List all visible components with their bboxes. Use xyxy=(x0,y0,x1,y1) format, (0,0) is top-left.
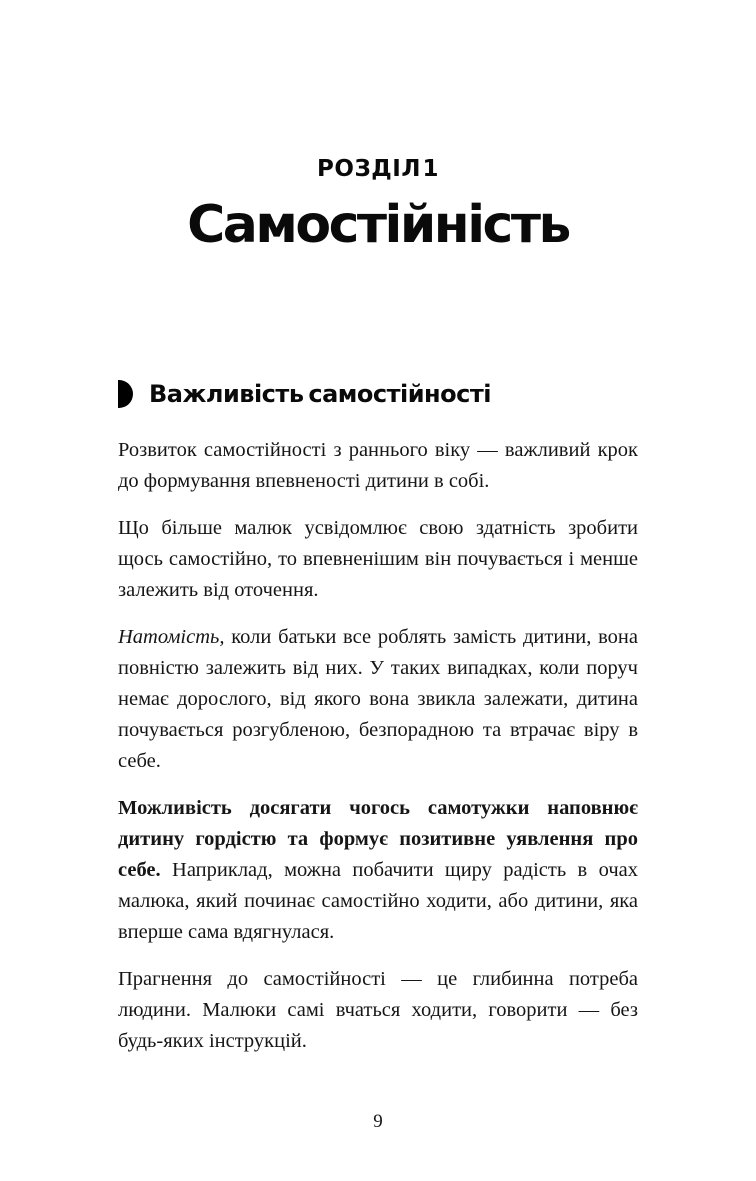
page-number: 9 xyxy=(373,1111,383,1132)
paragraph-text: Наприклад, можна побачити щиру радість в очах малюка, який починає самостійно ходити, або дитини, яка вперше сама вдягнулася. xyxy=(118,859,638,943)
paragraph xyxy=(118,622,638,777)
chapter-label: РОЗДІЛ 1 xyxy=(317,156,439,182)
section-heading xyxy=(118,379,638,409)
paragraph-text: коли батьки все роблять замість дитини, вона повністю залежить від них. У таких випадках, коли поруч немає дорослого, від якого вона звикла залежати, дитина почувається розгубленою, безпорадною та втрачає віру в себе. xyxy=(118,626,638,772)
paragraph xyxy=(118,793,638,948)
paragraph-text: Прагнення до самостійності — це глибинна потреба людини. Малюки самі вчаться ходити, говорити — без будь-яких інструкцій. xyxy=(118,968,638,1052)
chapter-title: Самостійність xyxy=(187,195,569,255)
paragraph-lead-bold: Можливість досягати чогось самотужки наповнює дитину гордістю та формує позитивне уявлення про себе. xyxy=(118,797,638,881)
paragraph xyxy=(118,435,638,497)
section-heading-text: Важливість самостійності xyxy=(149,380,491,408)
paragraph-text: Що більше малюк усвідомлює свою здатність зробити щось самостійно, то впевненішим він почувається і менше залежить від оточення. xyxy=(118,517,638,601)
paragraph xyxy=(118,964,638,1057)
body-text xyxy=(118,435,638,1057)
half-circle-marker-icon xyxy=(118,380,133,408)
paragraph-lead-italic: Натомість, xyxy=(118,626,225,648)
paragraph xyxy=(118,513,638,606)
paragraph-text: Розвиток самостійності з раннього віку — важливий крок до формування впевненості дитини в собі. xyxy=(118,439,638,492)
